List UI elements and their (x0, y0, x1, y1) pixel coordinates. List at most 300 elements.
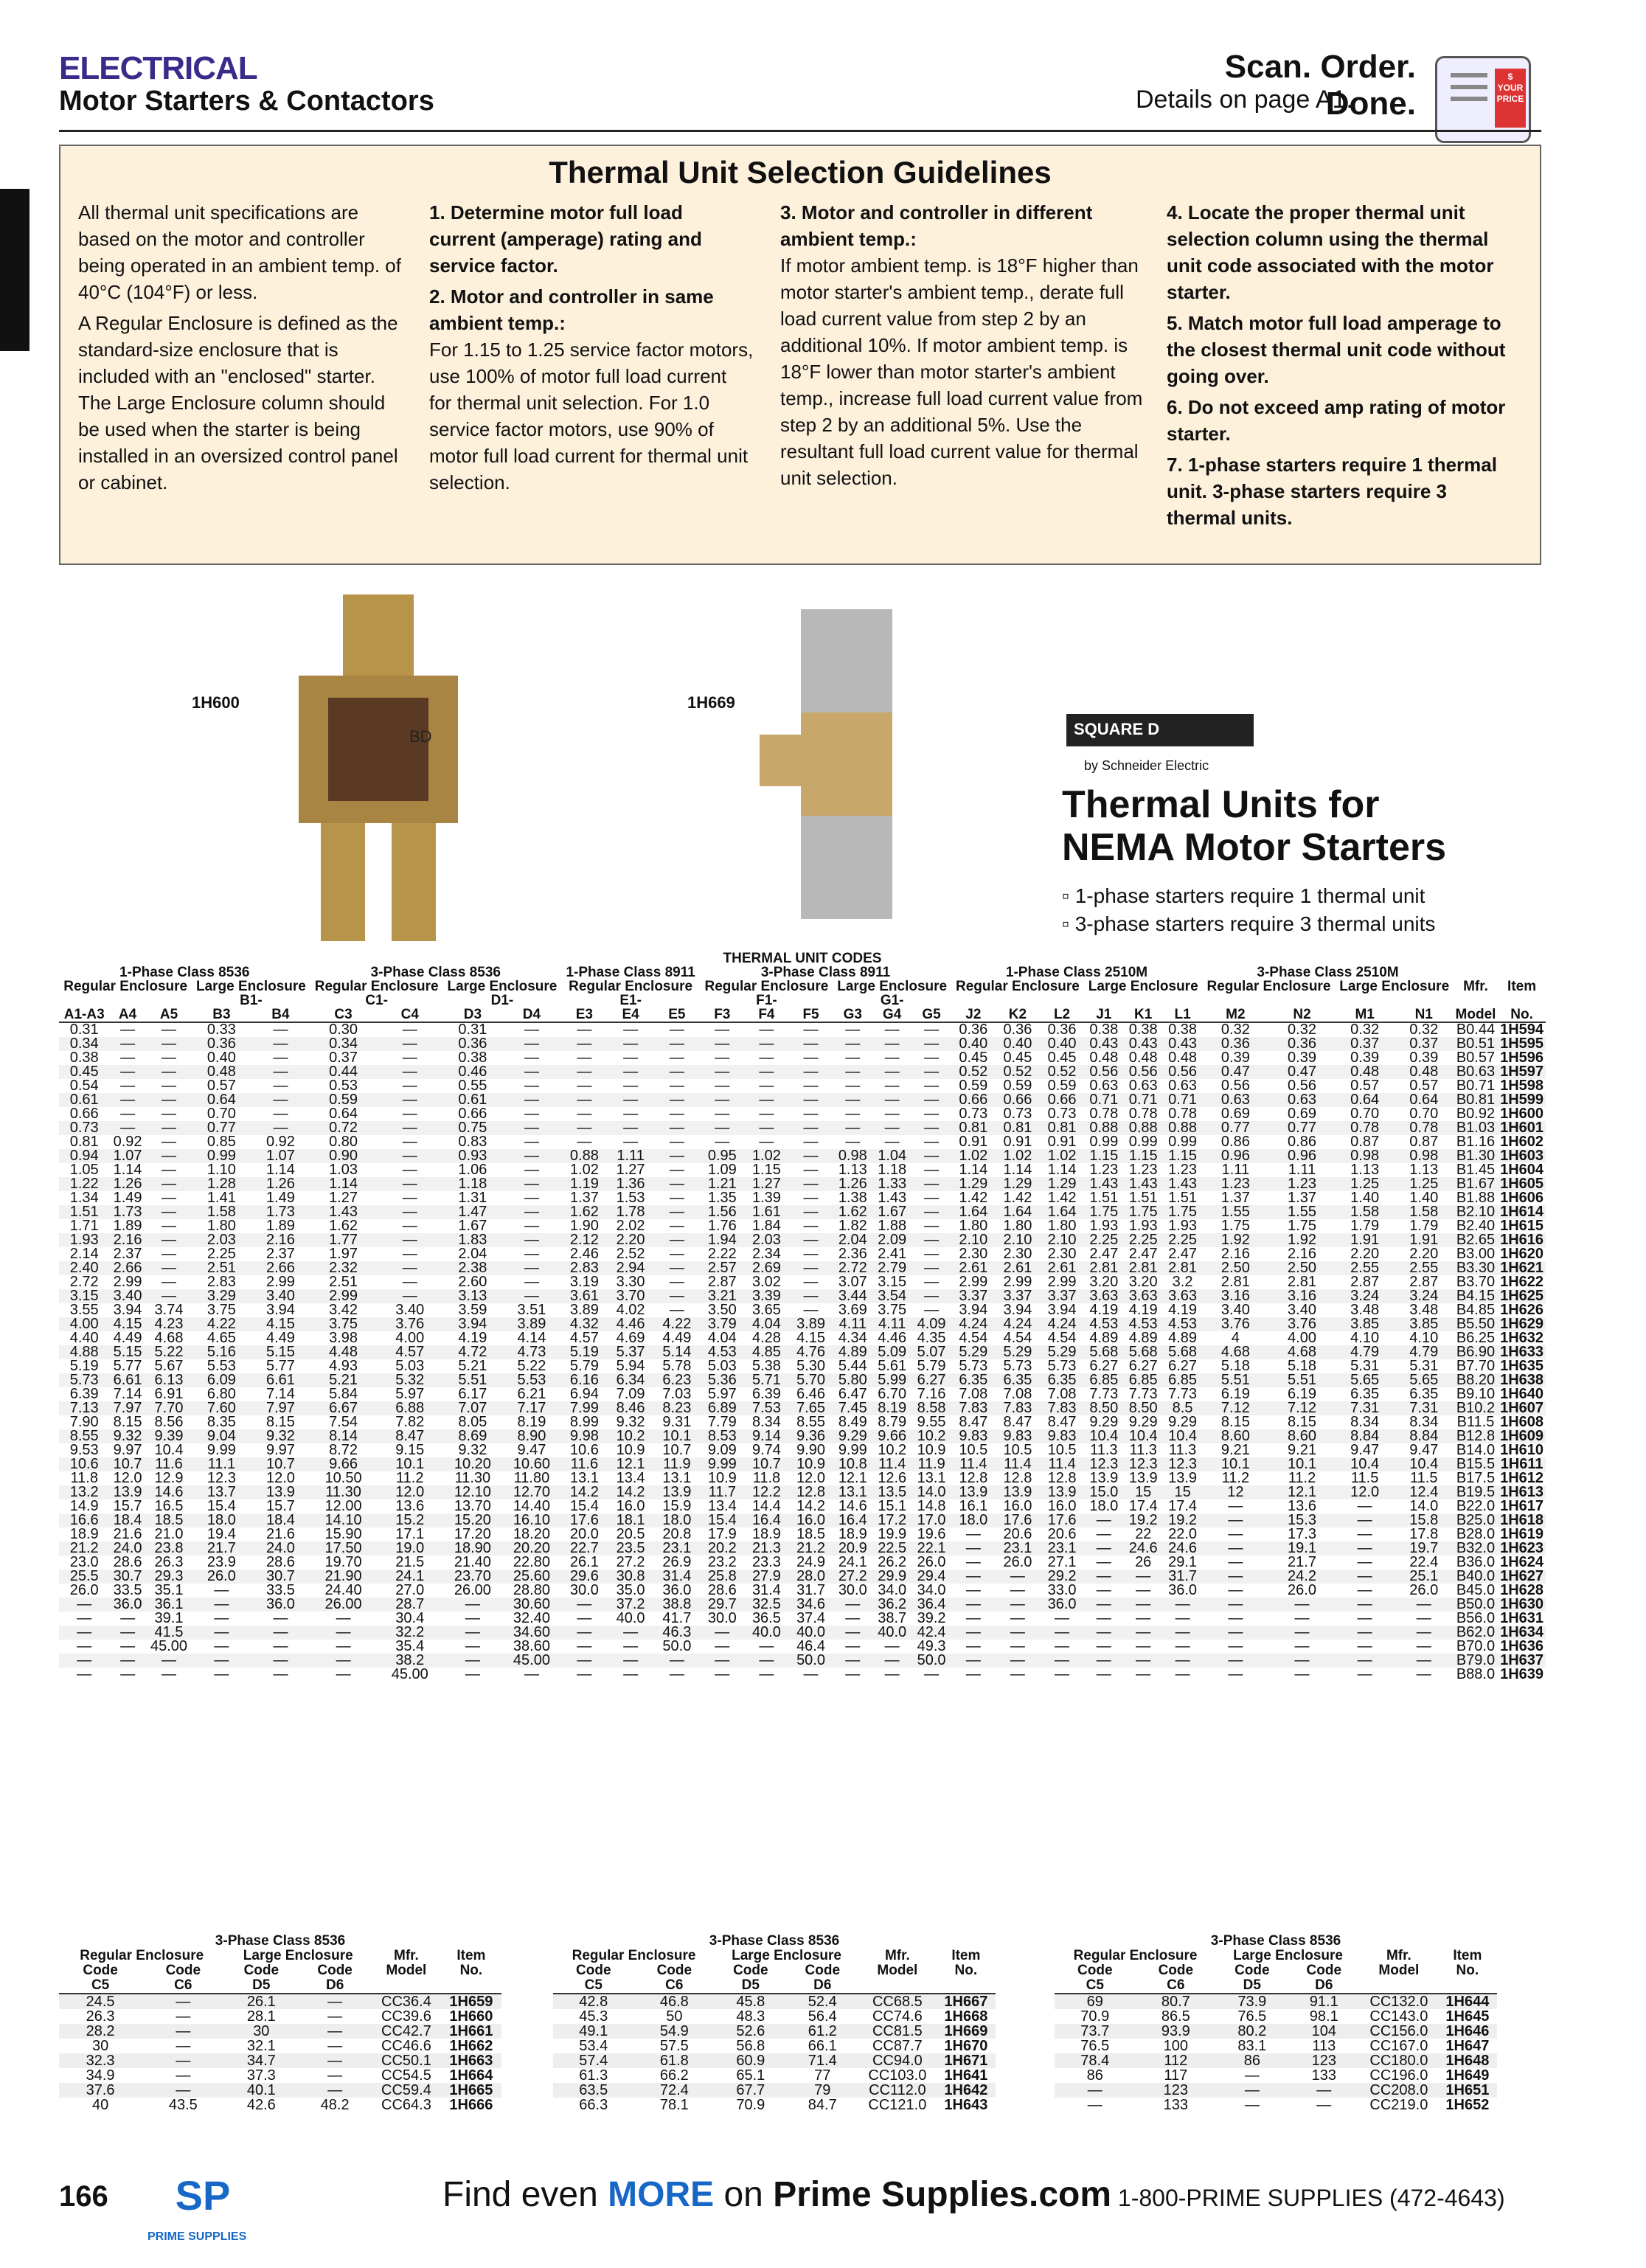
table-cell: — (577, 1638, 592, 1654)
table-cell: 0.91 (959, 1134, 988, 1150)
table-cell: 1H595 (1500, 1036, 1544, 1052)
table-cell: 5.79 (917, 1358, 946, 1374)
table-cell: 2.61 (959, 1260, 988, 1276)
table-cell: 0.70 (1409, 1106, 1439, 1122)
column-header: K1 (1134, 1007, 1153, 1022)
bottom-header: D5 (252, 1977, 271, 1993)
table-cell: — (1357, 1554, 1372, 1570)
table-cell: — (669, 1260, 684, 1276)
table-cell: 28.6 (707, 1582, 737, 1598)
table-cell: B0.63 (1456, 1064, 1496, 1080)
table-cell: 11.2 (1221, 1470, 1250, 1486)
table-cell: 13.7 (206, 1484, 236, 1500)
table-cell: 1.02 (1047, 1148, 1077, 1164)
table-cell: — (336, 1666, 351, 1682)
bottom-header: Code (243, 1963, 279, 1978)
table-cell: 1.23 (1128, 1162, 1158, 1178)
table-cell: — (759, 1036, 774, 1052)
table-cell: 4.54 (959, 1330, 988, 1346)
table-cell: 49.3 (917, 1638, 946, 1654)
table-cell: 17.0 (917, 1512, 946, 1528)
table-cell: 0.64 (1350, 1092, 1380, 1108)
table-cell: — (214, 1624, 229, 1640)
bottom-header: Item (456, 1948, 486, 1963)
table-cell: — (577, 1610, 592, 1626)
table-cell: 1H619 (1500, 1526, 1544, 1542)
table-cell: 35.1 (154, 1582, 184, 1598)
bottom-cell: — (327, 2082, 343, 2098)
table-cell: 21.6 (113, 1526, 142, 1542)
table-cell: — (669, 1106, 684, 1122)
table-cell: 0.52 (1047, 1064, 1077, 1080)
table-cell: 0.48 (1089, 1050, 1119, 1066)
column-header: G5 (922, 1007, 941, 1022)
table-cell: 3.63 (1128, 1288, 1158, 1304)
table-cell: 8.05 (458, 1414, 487, 1430)
table-cell: 4.68 (1220, 1344, 1250, 1360)
table-cell: — (402, 1036, 417, 1052)
table-cell: — (924, 1092, 940, 1108)
table-cell: — (965, 1540, 981, 1556)
table-cell: 14.8 (917, 1498, 946, 1514)
table-cell: — (924, 1274, 940, 1290)
table-cell: 1H613 (1500, 1484, 1544, 1500)
table-cell: — (162, 1078, 176, 1094)
table-cell: 9.90 (796, 1442, 825, 1458)
table-cell: — (577, 1064, 592, 1080)
table-cell: 9.99 (707, 1456, 737, 1472)
table-cell: — (803, 1092, 819, 1108)
table-cell: 34.0 (878, 1582, 907, 1598)
table-row (553, 2068, 996, 2083)
table-cell: 0.71 (1089, 1092, 1119, 1108)
prefix-header: C1- (365, 993, 388, 1008)
table-cell: 2.30 (1047, 1246, 1077, 1262)
table-cell: 1.09 (707, 1162, 737, 1178)
table-cell: 10.20 (454, 1456, 491, 1472)
table-cell: 6.34 (616, 1372, 645, 1388)
bottom-cell: 1H642 (944, 2082, 988, 2098)
table-cell: 1H598 (1500, 1078, 1544, 1094)
table-cell: — (162, 1274, 176, 1290)
table-cell: — (623, 1624, 639, 1640)
table-cell: 4.24 (1047, 1316, 1077, 1332)
table-cell: 5.22 (154, 1344, 184, 1360)
table-cell: 2.20 (1350, 1246, 1380, 1262)
bottom-cell: — (1244, 2067, 1260, 2084)
table-cell: B4.85 (1456, 1302, 1496, 1318)
table-cell: 13.9 (113, 1484, 142, 1500)
bottom-header: Regular Enclosure (572, 1948, 696, 1963)
table-cell: 6.46 (796, 1386, 825, 1402)
table-cell: 10.7 (265, 1456, 295, 1472)
table-cell: — (402, 1022, 417, 1038)
bottom-cell: 1H649 (1445, 2067, 1490, 2084)
table-cell: 0.63 (1128, 1078, 1158, 1094)
table-cell: 11.4 (959, 1456, 987, 1472)
table-cell: 0.56 (1288, 1078, 1316, 1094)
table-cell: 2.22 (707, 1246, 737, 1262)
table-cell: 12.8 (796, 1484, 825, 1500)
bottom-cell: CC208.0 (1369, 2082, 1428, 2098)
table-cell: 45.00 (513, 1652, 550, 1668)
table-cell: 25.8 (707, 1568, 737, 1584)
bottom-header: Code (165, 1963, 201, 1978)
table-cell: 3.39 (751, 1288, 781, 1304)
table-cell: 11.6 (155, 1456, 183, 1472)
table-cell: 4.14 (517, 1330, 546, 1346)
table-cell: 0.36 (1003, 1022, 1032, 1038)
table-cell: — (1010, 1568, 1025, 1584)
table-cell: 1.05 (69, 1162, 99, 1178)
table-cell: 36.1 (154, 1596, 184, 1612)
table-cell: — (803, 1064, 819, 1080)
table-cell: 2.25 (206, 1246, 236, 1262)
table-cell: — (162, 1148, 176, 1164)
mfr-header: Mfr. (1463, 979, 1488, 994)
table-cell: 9.04 (206, 1428, 236, 1444)
table-cell: 4.09 (917, 1316, 946, 1332)
table-cell: 9.66 (329, 1456, 358, 1472)
table-cell: 9.83 (959, 1428, 988, 1444)
table-cell: 30.60 (513, 1596, 550, 1612)
table-cell: 3.61 (569, 1288, 599, 1304)
table-cell: — (715, 1120, 730, 1136)
table-cell: — (524, 1078, 539, 1094)
table-cell: — (623, 1064, 639, 1080)
table-cell: 3.76 (1288, 1316, 1316, 1332)
table-cell: 9.21 (1288, 1442, 1316, 1458)
bottom-cell: — (176, 2067, 191, 2084)
table-cell: 5.37 (616, 1344, 645, 1360)
bottom-cell: 1H664 (449, 2067, 493, 2084)
bottom-header: C5 (91, 1977, 110, 1993)
table-cell: 5.79 (569, 1358, 599, 1374)
table-cell: 3.20 (1089, 1274, 1119, 1290)
bottom-cell: 76.5 (1237, 2008, 1267, 2025)
table-cell: — (1010, 1624, 1025, 1640)
table-cell: B1.45 (1456, 1162, 1496, 1178)
table-cell: — (669, 1218, 684, 1234)
table-cell: 1H615 (1500, 1218, 1544, 1234)
table-cell: 31.7 (796, 1582, 825, 1598)
table-cell: — (273, 1036, 288, 1052)
bottom-cell: 83.1 (1237, 2038, 1267, 2054)
table-cell: 13.4 (616, 1470, 645, 1486)
table-cell: 1.04 (878, 1148, 907, 1164)
bottom-cell: 1H659 (449, 1994, 493, 2010)
table-cell: — (845, 1120, 861, 1136)
table-cell: 2.38 (458, 1260, 487, 1276)
bottom-cell: CC81.5 (872, 2023, 923, 2039)
table-cell: 3.98 (329, 1330, 358, 1346)
table-cell: 45.00 (391, 1666, 428, 1682)
table-cell: 3.69 (838, 1302, 867, 1318)
table-cell: B45.0 (1456, 1582, 1496, 1598)
table-cell: — (524, 1106, 539, 1122)
table-cell: B36.0 (1456, 1554, 1496, 1570)
table-cell: 11.4 (1048, 1456, 1076, 1472)
guidelines-step: 7. 1-phase starters require 1 thermal unit. 3-phase starters require 3 thermal units. (1167, 454, 1497, 529)
table-cell: — (715, 1036, 730, 1052)
bottom-cell: 79 (814, 2082, 831, 2098)
table-cell: 15.20 (454, 1512, 491, 1528)
table-cell: 8.15 (113, 1414, 142, 1430)
table-cell: 9.47 (1350, 1442, 1380, 1458)
column-header: D3 (463, 1007, 482, 1022)
table-row (553, 2009, 996, 2024)
table-cell: 6.94 (569, 1386, 599, 1402)
table-cell: 12.00 (324, 1498, 362, 1514)
bottom-cell: — (327, 2023, 343, 2039)
table-cell: 1H620 (1500, 1246, 1544, 1262)
table-cell: 1.92 (1220, 1232, 1250, 1248)
bottom-cell: 1H647 (1445, 2038, 1490, 2054)
table-cell: 6.21 (517, 1386, 546, 1402)
table-cell: 7.97 (113, 1400, 142, 1416)
bottom-cell: — (327, 2053, 343, 2069)
table-cell: — (803, 1120, 819, 1136)
table-cell: 2.81 (1128, 1260, 1158, 1276)
bottom-cell: 48.3 (736, 2008, 765, 2025)
table-cell: — (1175, 1652, 1190, 1668)
guidelines-col2 (429, 199, 754, 496)
table-cell: 20.6 (1003, 1526, 1032, 1542)
table-cell: 3.24 (1350, 1288, 1380, 1304)
table-cell: 7.53 (751, 1400, 781, 1416)
bottom-header: No. (459, 1963, 483, 1978)
table-cell: — (1416, 1596, 1431, 1612)
table-cell: 7.12 (1288, 1400, 1316, 1416)
table-cell: 4.49 (113, 1330, 142, 1346)
table-row (59, 2083, 501, 2098)
table-cell: — (162, 1162, 176, 1178)
table-cell: — (965, 1582, 981, 1598)
bottom-header: Large Enclosure (1233, 1948, 1343, 1963)
bottom-cell: 61.2 (808, 2023, 837, 2039)
bottom-cell: 45.3 (579, 2008, 608, 2025)
table-cell: 6.16 (569, 1372, 599, 1388)
table-cell: 26.0 (206, 1568, 236, 1584)
table-cell: — (803, 1106, 819, 1122)
table-cell: 1.10 (206, 1162, 236, 1178)
table-cell: 28.80 (513, 1582, 550, 1598)
table-cell: 5.61 (878, 1358, 907, 1374)
table-cell: 2.61 (1003, 1260, 1032, 1276)
table-cell: 6.91 (154, 1386, 184, 1402)
table-cell: 4.19 (1089, 1302, 1119, 1318)
table-cell: 7.14 (113, 1386, 142, 1402)
table-cell: 1.93 (1168, 1218, 1198, 1234)
table-cell: 1.64 (959, 1204, 988, 1220)
column-header: D4 (522, 1007, 541, 1022)
table-cell: — (1416, 1666, 1431, 1682)
table-cell: 2.37 (113, 1246, 142, 1262)
table-cell: 1.62 (838, 1204, 867, 1220)
table-cell: — (524, 1260, 539, 1276)
bottom-cell: 1H646 (1445, 2023, 1490, 2039)
table-cell: 2.34 (751, 1246, 781, 1262)
table-cell: 0.36 (206, 1036, 236, 1052)
table-cell: 1.02 (959, 1148, 988, 1164)
table-cell: — (803, 1050, 819, 1066)
table-cell: — (1228, 1582, 1243, 1598)
table-cell: 0.70 (206, 1106, 236, 1122)
table-cell: 1.93 (69, 1232, 99, 1248)
table-cell: 0.95 (707, 1148, 737, 1164)
table-cell: — (669, 1302, 684, 1318)
table-cell: 1.77 (329, 1232, 358, 1248)
table-cell: 1.26 (113, 1176, 142, 1192)
table-row (1055, 2083, 1497, 2098)
table-cell: — (120, 1078, 136, 1094)
table-cell: — (924, 1050, 940, 1066)
bottom-cell: 61.3 (579, 2067, 608, 2084)
table-cell: 5.14 (662, 1344, 692, 1360)
table-cell: 1.34 (69, 1190, 99, 1206)
table-cell: 15.2 (395, 1512, 425, 1528)
table-row (553, 2053, 996, 2068)
table-cell: 22.1 (917, 1540, 946, 1556)
table-cell: — (577, 1624, 592, 1640)
table-cell: 0.78 (1350, 1120, 1380, 1136)
table-cell: 1.83 (458, 1232, 487, 1248)
table-cell: 5.21 (458, 1358, 487, 1374)
bottom-cell: 57.5 (659, 2038, 689, 2054)
table-cell: — (273, 1092, 288, 1108)
table-cell: 1H612 (1500, 1470, 1544, 1486)
product-label-1h669: 1H669 (687, 693, 735, 712)
bottom-cell: 1H644 (1445, 1994, 1490, 2010)
bottom-cell: 117 (1164, 2067, 1188, 2084)
table-cell: 1.67 (458, 1218, 487, 1234)
table-cell: 1.53 (616, 1190, 645, 1206)
table-cell: 7.83 (959, 1400, 988, 1416)
table-cell: — (1175, 1624, 1190, 1640)
bottom-cell: 54.9 (659, 2023, 689, 2039)
table-cell: — (577, 1134, 592, 1150)
bottom-cell: 91.1 (1309, 1994, 1338, 2010)
table-cell: 1.43 (1128, 1176, 1158, 1192)
table-cell: 11.8 (752, 1470, 781, 1486)
bottom-cell: 40.1 (246, 2082, 276, 2098)
table-cell: 2.57 (707, 1260, 737, 1276)
table-cell: 2.25 (1168, 1232, 1198, 1248)
table-cell: 9.15 (395, 1442, 425, 1458)
table-cell: 8.90 (517, 1428, 546, 1444)
bottom-cell: 77 (814, 2067, 831, 2084)
table-cell: 2.99 (1003, 1274, 1032, 1290)
table-row (1055, 2009, 1497, 2024)
table-cell: B1.67 (1456, 1176, 1496, 1192)
table-cell: 1.97 (329, 1246, 358, 1262)
table-cell: 1.73 (265, 1204, 295, 1220)
bottom-header: C6 (1167, 1977, 1185, 1993)
table-cell: 0.56 (1128, 1064, 1158, 1080)
table-cell: 30.4 (395, 1610, 425, 1626)
category-title: ELECTRICAL (59, 50, 257, 86)
table-cell: 6.35 (1350, 1386, 1380, 1402)
table-cell: 38.60 (513, 1638, 550, 1654)
table-cell: 0.57 (1350, 1078, 1380, 1094)
table-cell: 13.1 (569, 1470, 599, 1486)
table-cell: — (577, 1106, 592, 1122)
table-row (59, 2024, 501, 2039)
table-cell: 0.98 (838, 1148, 867, 1164)
bottom-cell: CC167.0 (1369, 2038, 1428, 2054)
table-cell: 0.37 (1350, 1036, 1380, 1052)
bottom-header: Code (1306, 1963, 1342, 1978)
table-cell: 17.4 (1128, 1498, 1158, 1514)
table-cell: 2.20 (616, 1232, 645, 1248)
table-cell: 15.4 (707, 1512, 737, 1528)
table-row (59, 1994, 501, 2009)
table-cell: 1H635 (1500, 1358, 1544, 1374)
table-cell: — (162, 1176, 176, 1192)
table-cell: 4.19 (458, 1330, 487, 1346)
table-cell: 8.34 (751, 1414, 781, 1430)
table-cell: 3.40 (1288, 1302, 1316, 1318)
table-cell: 7.83 (1003, 1400, 1032, 1416)
bottom-header: Code (1077, 1963, 1113, 1978)
table-cell: 3.37 (959, 1288, 988, 1304)
table-cell: 0.86 (1288, 1134, 1316, 1150)
table-cell: 4.19 (1128, 1302, 1158, 1318)
table-cell: 0.39 (1220, 1050, 1250, 1066)
table-cell: 13.9 (662, 1484, 692, 1500)
table-cell: 27.9 (751, 1568, 781, 1584)
table-cell: — (759, 1092, 774, 1108)
table-cell: — (577, 1036, 592, 1052)
table-cell: 2.99 (113, 1274, 142, 1290)
table-cell: 4.73 (517, 1344, 546, 1360)
table-cell: 5.29 (1003, 1344, 1032, 1360)
guidelines-col1 (78, 199, 403, 496)
bottom-table-3 (1055, 1934, 1497, 2112)
bottom-cell: — (176, 2008, 191, 2025)
table-cell: 7.31 (1409, 1400, 1439, 1416)
table-cell: 0.59 (329, 1092, 358, 1108)
table-cell: 21.2 (796, 1540, 825, 1556)
table-row (1055, 2024, 1497, 2039)
table-cell: 0.36 (1288, 1036, 1316, 1052)
table-cell: 23.3 (751, 1554, 781, 1570)
column-header: J2 (965, 1007, 982, 1022)
table-cell: — (162, 1022, 176, 1038)
promo-title: Scan. Order. Done. (1224, 49, 1416, 122)
table-cell: 4.69 (616, 1330, 645, 1346)
table-cell: 24.1 (838, 1554, 867, 1570)
table-cell: — (803, 1246, 819, 1262)
table-cell: 3.76 (1220, 1316, 1250, 1332)
table-cell: B8.20 (1456, 1372, 1496, 1388)
table-cell: 6.17 (458, 1386, 487, 1402)
table-cell: — (402, 1260, 417, 1276)
table-cell: — (924, 1064, 940, 1080)
table-cell: — (402, 1246, 417, 1262)
table-cell: 3.51 (517, 1302, 546, 1318)
bottom-cell: — (1316, 2097, 1332, 2113)
footer-more: MORE (608, 2175, 715, 2214)
table-cell: — (1294, 1666, 1310, 1682)
table-cell: 4.40 (69, 1330, 99, 1346)
table-cell: 1.38 (838, 1190, 867, 1206)
table-cell: — (1294, 1596, 1310, 1612)
table-cell: 0.88 (1089, 1120, 1119, 1136)
table-cell: 1H634 (1500, 1624, 1544, 1640)
table-cell: 1H625 (1500, 1288, 1544, 1304)
table-cell: 5.15 (113, 1344, 142, 1360)
